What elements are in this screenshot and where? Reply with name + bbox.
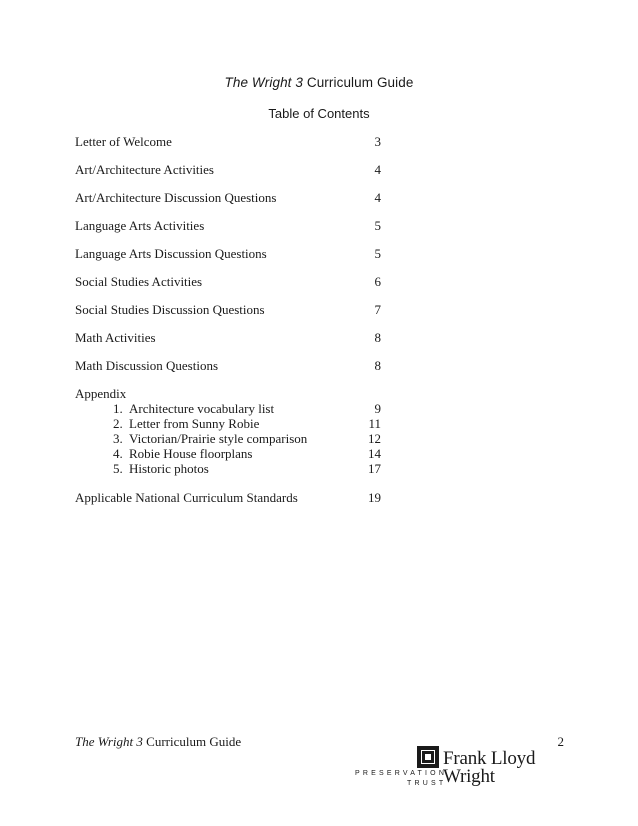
footer-guide-title-rest: Curriculum Guide (142, 734, 242, 749)
toc-entry-label: Language Arts Discussion Questions (75, 246, 267, 261)
logo-name-line2: Wright (443, 766, 495, 787)
appendix-item-number: 4. (113, 446, 123, 461)
document-title-rest: Curriculum Guide (303, 75, 414, 90)
toc-entry-page: 8 (374, 358, 381, 373)
toc-entry-page: 3 (374, 134, 381, 149)
page-number: 2 (557, 734, 564, 749)
appendix-item-number: 1. (113, 401, 123, 416)
document-title (0, 75, 638, 90)
toc-entry-label: Social Studies Discussion Questions (75, 302, 265, 317)
logo-name-line1: Frank Lloyd (443, 748, 536, 769)
appendix-label: Appendix (75, 386, 127, 401)
toc-entry-label: Art/Architecture Activities (75, 162, 214, 177)
logo-preservation: PRESERVATION (355, 770, 448, 777)
logo-trust: TRUST (407, 780, 447, 787)
toc-entry-page: 8 (374, 330, 381, 345)
toc-entry-page: 6 (374, 274, 381, 289)
toc-entry-label: Language Arts Activities (75, 218, 205, 233)
toc-entry-page: 5 (374, 246, 381, 261)
appendix-item-page: 14 (368, 446, 381, 461)
appendix-item-page: 11 (368, 416, 381, 431)
toc-entry-label: Art/Architecture Discussion Questions (75, 190, 277, 205)
appendix-item-number: 5. (113, 461, 123, 476)
appendix-item-label: Architecture vocabulary list (129, 401, 275, 416)
toc-entry-page: 5 (374, 218, 381, 233)
toc-entry-page: 7 (374, 302, 381, 317)
frank-lloyd-wright-logo (355, 742, 536, 790)
toc-entry-page: 4 (374, 190, 381, 205)
toc-entry-label: Applicable National Curriculum Standards (75, 490, 298, 505)
toc-entry-page: 4 (374, 162, 381, 177)
footer-guide-title (75, 734, 241, 750)
footer-guide-title-italic: The Wright 3 (75, 734, 143, 749)
appendix-item-page: 9 (374, 401, 381, 416)
appendix-item-label: Victorian/Prairie style comparison (129, 431, 308, 446)
appendix-item-label: Historic photos (129, 461, 209, 476)
appendix-item-page: 12 (368, 431, 381, 446)
toc-entry-label: Social Studies Activities (75, 274, 203, 289)
appendix-item-label: Letter from Sunny Robie (129, 416, 260, 431)
appendix-item-number: 3. (113, 431, 123, 446)
toc-heading: Table of Contents (268, 106, 370, 121)
toc-entry-label: Math Activities (75, 330, 156, 345)
toc-entry-label: Math Discussion Questions (75, 358, 218, 373)
appendix-item-number: 2. (113, 416, 123, 431)
appendix-item-page: 17 (368, 461, 381, 476)
toc-entry-label: Letter of Welcome (75, 134, 172, 149)
logo-square-icon (417, 746, 439, 768)
document-title-italic: The Wright 3 (224, 75, 303, 90)
toc-entry-page: 19 (368, 490, 381, 505)
appendix-item-label: Robie House floorplans (129, 446, 253, 461)
